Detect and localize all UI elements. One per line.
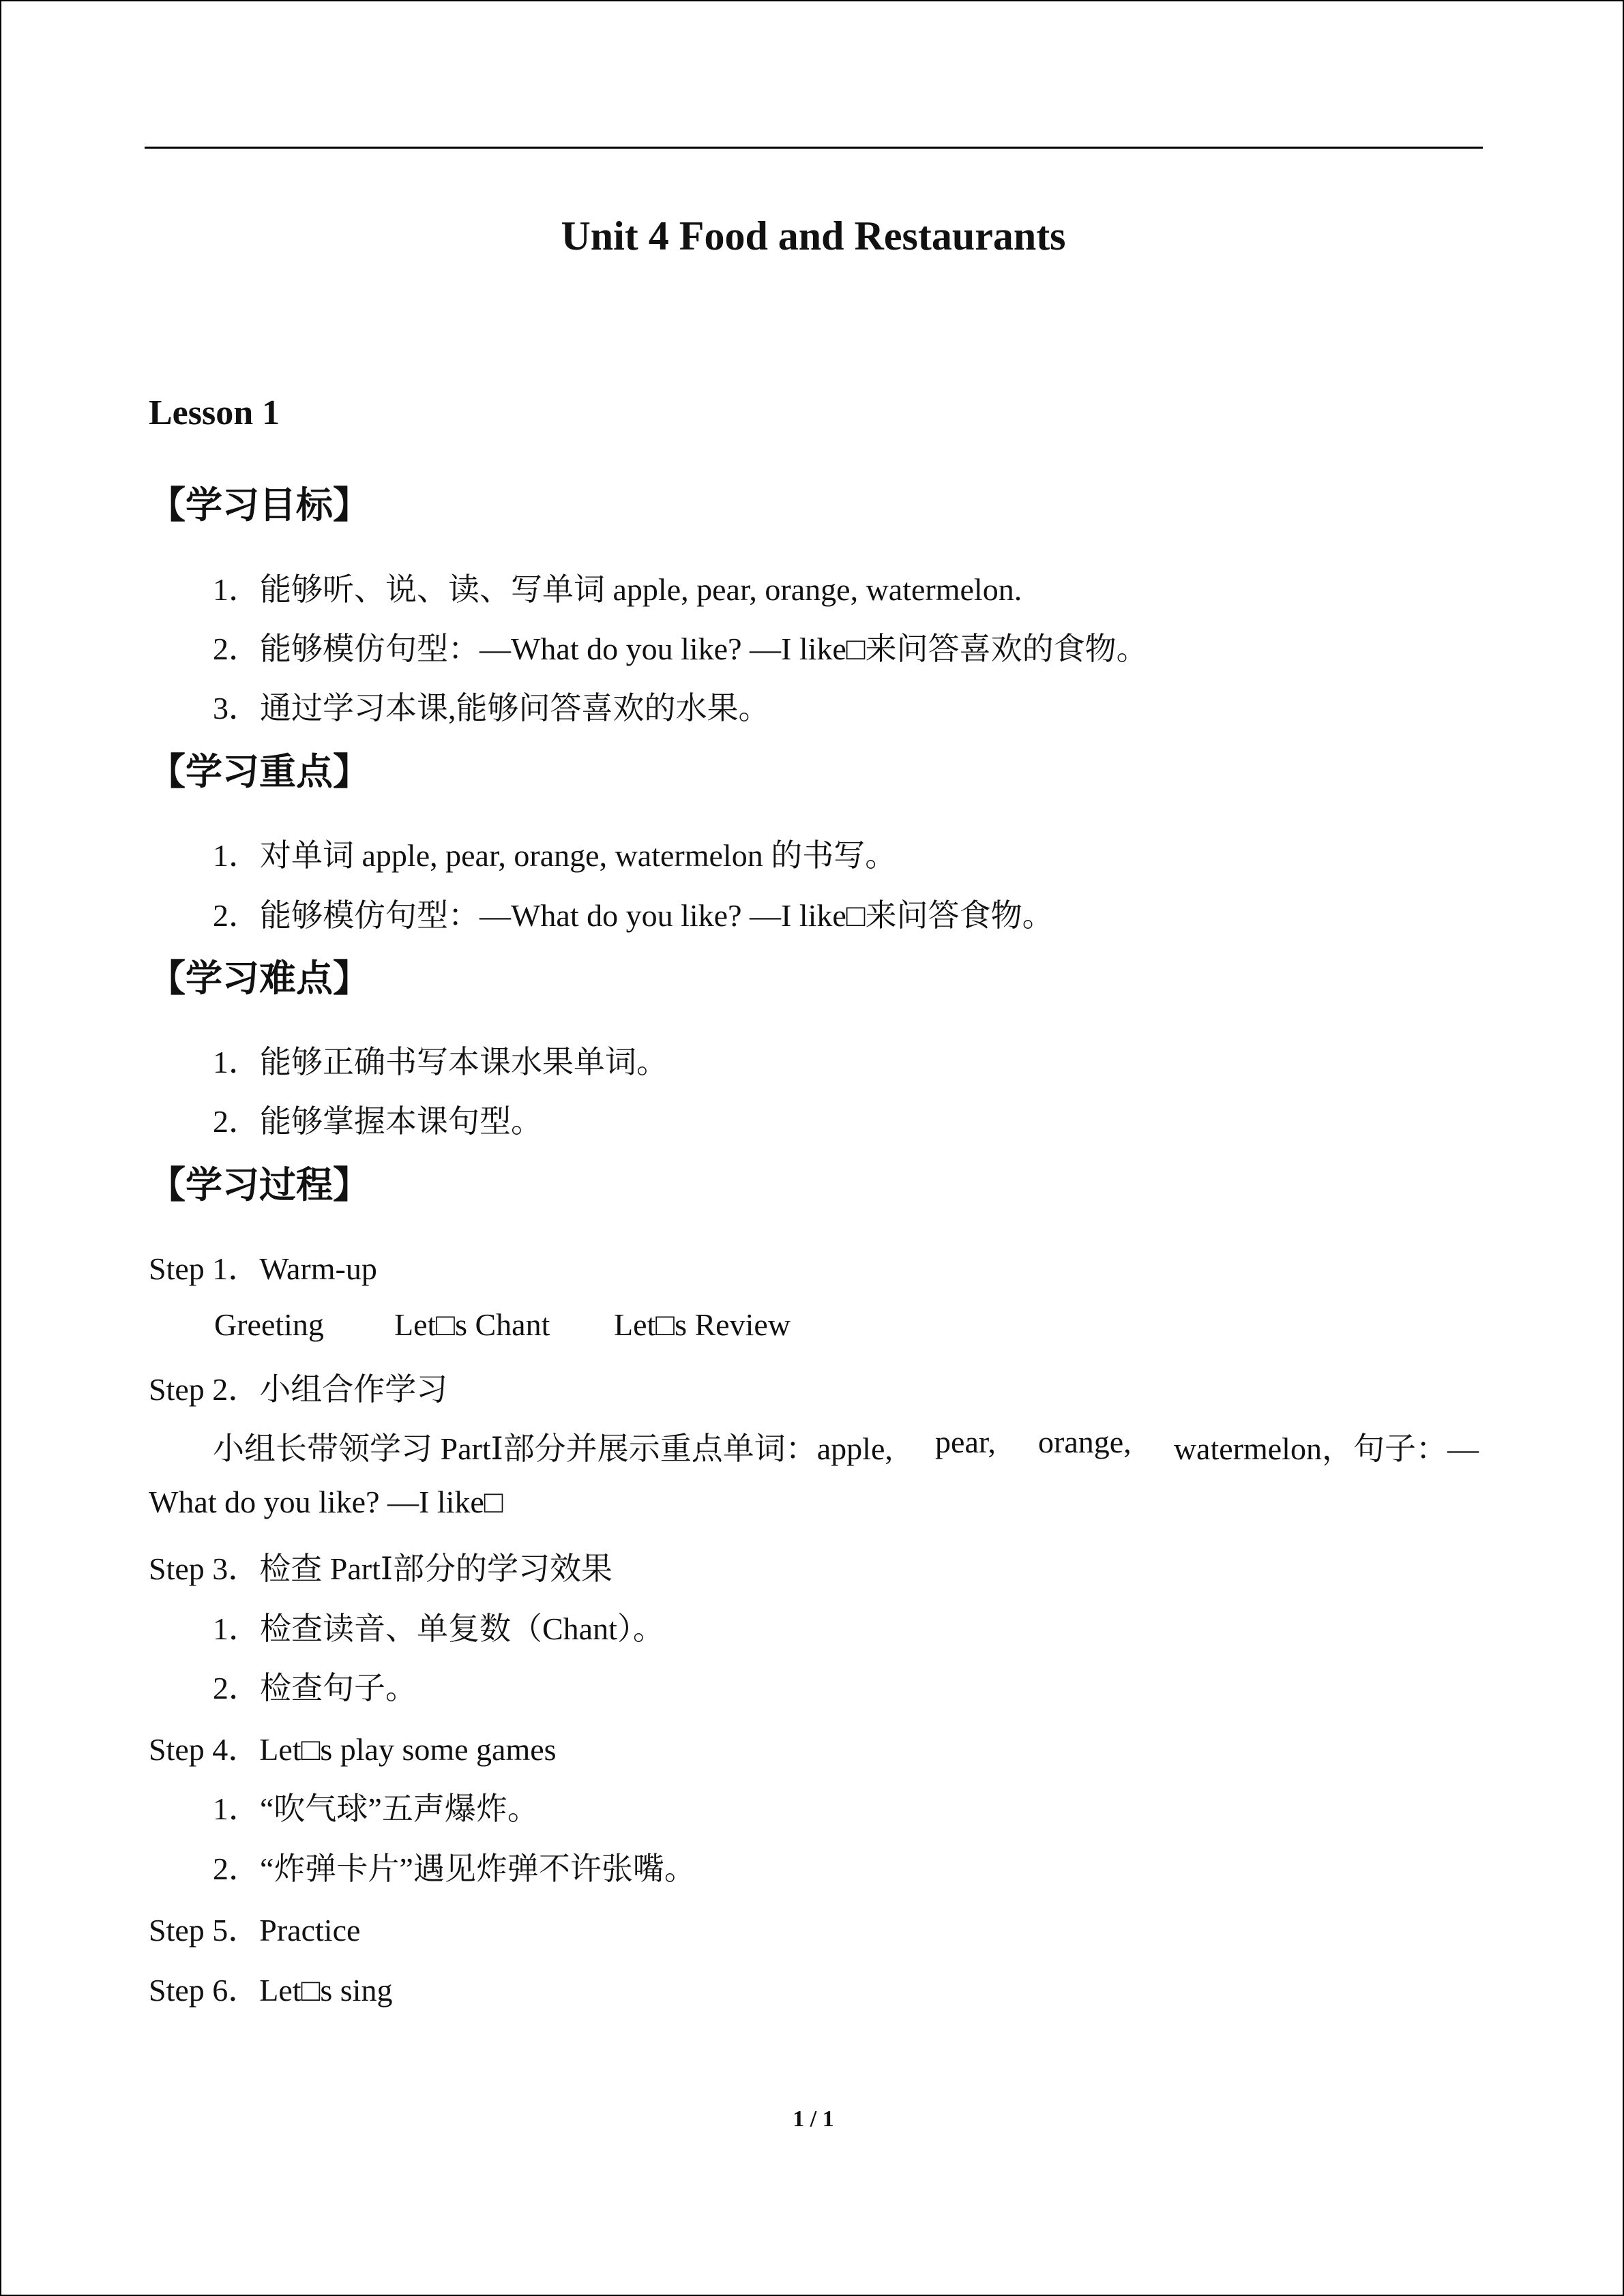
step-2-description-line bbox=[213, 1424, 1479, 1469]
step-1-activity: Let□s Review bbox=[614, 1307, 791, 1342]
header-rule bbox=[145, 147, 1483, 149]
key-point-item: 1．对单词 apple, pear, orange, watermelon 的书写。 bbox=[213, 838, 897, 873]
objective-item: 2．能够模仿句型：—What do you like? —I like□来问答喜欢的食物。 bbox=[213, 631, 1148, 666]
step-5-label: Step 5．Practice bbox=[149, 1913, 361, 1948]
step-4-label: Step 4．Let□s play some games bbox=[149, 1732, 557, 1767]
step-4-item: 2．“炸弹卡片”遇见炸弹不许张嘴。 bbox=[213, 1851, 696, 1886]
step-3-label: Step 3．检查 PartⅠ部分的学习效果 bbox=[149, 1551, 613, 1586]
step-2-text-part: 小组长带领学习 PartⅠ部分并展示重点单词：apple, bbox=[213, 1431, 893, 1466]
objective-item: 1．能够听、说、读、写单词 apple, pear, orange, watermelon. bbox=[213, 572, 1022, 607]
key-point-item: 2．能够模仿句型：—What do you like? —I like□来问答食物。 bbox=[213, 898, 1054, 933]
step-4-item: 1．“吹气球”五声爆炸。 bbox=[213, 1791, 539, 1826]
step-2-text-part: watermelon，句子：— bbox=[1173, 1431, 1479, 1466]
step-3-item: 2．检查句子。 bbox=[213, 1671, 417, 1705]
lesson-heading: Lesson 1 bbox=[149, 393, 280, 432]
difficulty-item: 2．能够掌握本课句型。 bbox=[213, 1104, 542, 1139]
step-2-text-part: pear, bbox=[935, 1425, 996, 1459]
difficulty-item: 1．能够正确书写本课水果单词。 bbox=[213, 1045, 668, 1079]
step-2-description-line: What do you like? —I like□ bbox=[149, 1485, 503, 1519]
page-number: 1 / 1 bbox=[793, 2106, 834, 2132]
step-1-label: Step 1．Warm-up bbox=[149, 1251, 377, 1286]
unit-title: Unit 4 Food and Restaurants bbox=[561, 213, 1066, 258]
objectives-heading: 【学习目标】 bbox=[149, 483, 370, 526]
step-1-activity: Let□s Chant bbox=[394, 1307, 550, 1342]
process-heading: 【学习过程】 bbox=[149, 1163, 370, 1206]
step-2-label: Step 2．小组合作学习 bbox=[149, 1372, 448, 1407]
step-3-item: 1．检查读音、单复数（Chant）。 bbox=[213, 1611, 664, 1646]
objective-item: 3．通过学习本课,能够问答喜欢的水果。 bbox=[213, 691, 770, 726]
key-points-heading: 【学习重点】 bbox=[149, 750, 370, 793]
step-6-label: Step 6．Let□s sing bbox=[149, 1973, 393, 2008]
step-2-text-part: orange, bbox=[1038, 1425, 1132, 1459]
step-1-activity: Greeting bbox=[214, 1307, 324, 1342]
difficulties-heading: 【学习难点】 bbox=[149, 957, 370, 1000]
